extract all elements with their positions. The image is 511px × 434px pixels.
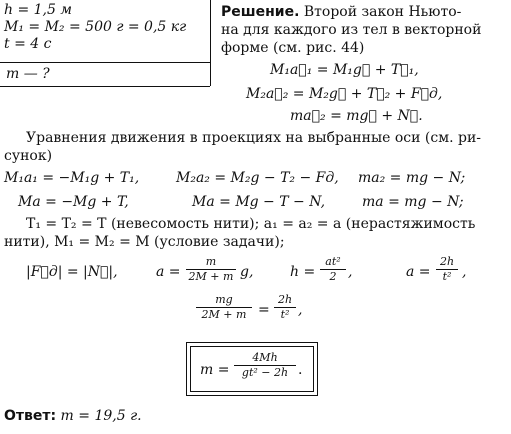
a2-formula-lhs: a = bbox=[406, 264, 431, 280]
equality-left-fraction bbox=[196, 294, 252, 321]
answer-value: m = 19,5 г. bbox=[60, 408, 142, 424]
a-formula-numerator: m bbox=[205, 255, 217, 268]
equality-left-numerator: mg bbox=[215, 293, 233, 306]
modulus-equality: |F⃗д| = |N⃗|, bbox=[26, 264, 118, 280]
h-formula-denominator: 2 bbox=[329, 270, 337, 283]
answer-line bbox=[4, 408, 142, 424]
solution-intro-line3: форме (см. рис. 44) bbox=[221, 40, 365, 56]
result-denominator: gt² − 2h bbox=[241, 366, 289, 379]
result-numerator: 4Mh bbox=[252, 351, 278, 364]
projection-eq-2a: Ma = −Mg + T, bbox=[18, 194, 129, 210]
given-bottom-line bbox=[0, 86, 210, 87]
projections-text-line2: сунок) bbox=[4, 148, 53, 164]
condition-line1: T₁ = T₂ = T (невесомость нити); a₁ = a₂ = a (нерастяжимость bbox=[26, 216, 476, 232]
given-t: t = 4 с bbox=[4, 36, 52, 52]
solution-intro-line1 bbox=[221, 4, 461, 20]
result-lhs: m = bbox=[200, 362, 230, 378]
equality-right-numerator: 2h bbox=[277, 293, 293, 306]
find-m: m — ? bbox=[6, 66, 50, 82]
a2-formula-fraction bbox=[436, 256, 458, 283]
a-formula-lhs: a = bbox=[156, 264, 181, 280]
projection-eq-1a: M₁a₁ = −M₁g + T₁, bbox=[4, 170, 140, 186]
a-formula-denominator: 2M + m bbox=[188, 270, 234, 283]
a2-formula-numerator: 2h bbox=[439, 255, 455, 268]
a-formula-tail: g, bbox=[240, 264, 254, 280]
projection-eq-1c: ma₂ = mg − N; bbox=[358, 170, 466, 186]
vector-equation-2: M₂a⃗₂ = M₂g⃗ + T⃗₂ + F⃗д, bbox=[246, 86, 443, 102]
result-fraction bbox=[234, 352, 296, 379]
projections-text-line1: Уравнения движения в проекциях на выбранные оси (см. ри- bbox=[26, 130, 482, 146]
result-tail: . bbox=[298, 362, 303, 378]
projection-eq-2b: Ma = Mg − T − N, bbox=[192, 194, 326, 210]
answer-label: Ответ: bbox=[4, 408, 57, 424]
h-formula-fraction bbox=[320, 256, 346, 283]
equality-right-denominator: t² bbox=[280, 308, 290, 321]
equality-tail: , bbox=[298, 302, 303, 318]
given-masses: M₁ = M₂ = 500 г = 0,5 кг bbox=[4, 19, 187, 35]
h-formula-tail: , bbox=[348, 264, 353, 280]
vector-equation-3: ma⃗₂ = mg⃗ + N⃗. bbox=[290, 108, 423, 124]
solution-heading: Решение. bbox=[221, 4, 300, 20]
projection-eq-1b: M₂a₂ = M₂g − T₂ − Fд, bbox=[176, 170, 339, 186]
solution-intro-rest: Второй закон Ньюто- bbox=[299, 4, 462, 20]
equality-right-fraction bbox=[274, 294, 296, 321]
given-separator bbox=[0, 62, 210, 63]
a2-formula-denominator: t² bbox=[442, 270, 452, 283]
h-formula-numerator: at² bbox=[325, 255, 341, 268]
solution-intro-line2: на для каждого из тел в векторной bbox=[221, 22, 482, 38]
projection-eq-2c: ma = mg − N; bbox=[362, 194, 464, 210]
a2-formula-tail: , bbox=[462, 264, 467, 280]
equality-left-denominator: 2M + m bbox=[201, 308, 247, 321]
h-formula-lhs: h = bbox=[290, 264, 316, 280]
condition-line2: нити), M₁ = M₂ = M (условие задачи); bbox=[4, 234, 285, 250]
equality-sign: = bbox=[258, 302, 270, 318]
a-formula-fraction bbox=[186, 256, 236, 283]
given-h: h = 1,5 м bbox=[4, 2, 72, 18]
given-divider bbox=[210, 0, 211, 86]
vector-equation-1: M₁a⃗₁ = M₁g⃗ + T⃗₁, bbox=[270, 62, 419, 78]
